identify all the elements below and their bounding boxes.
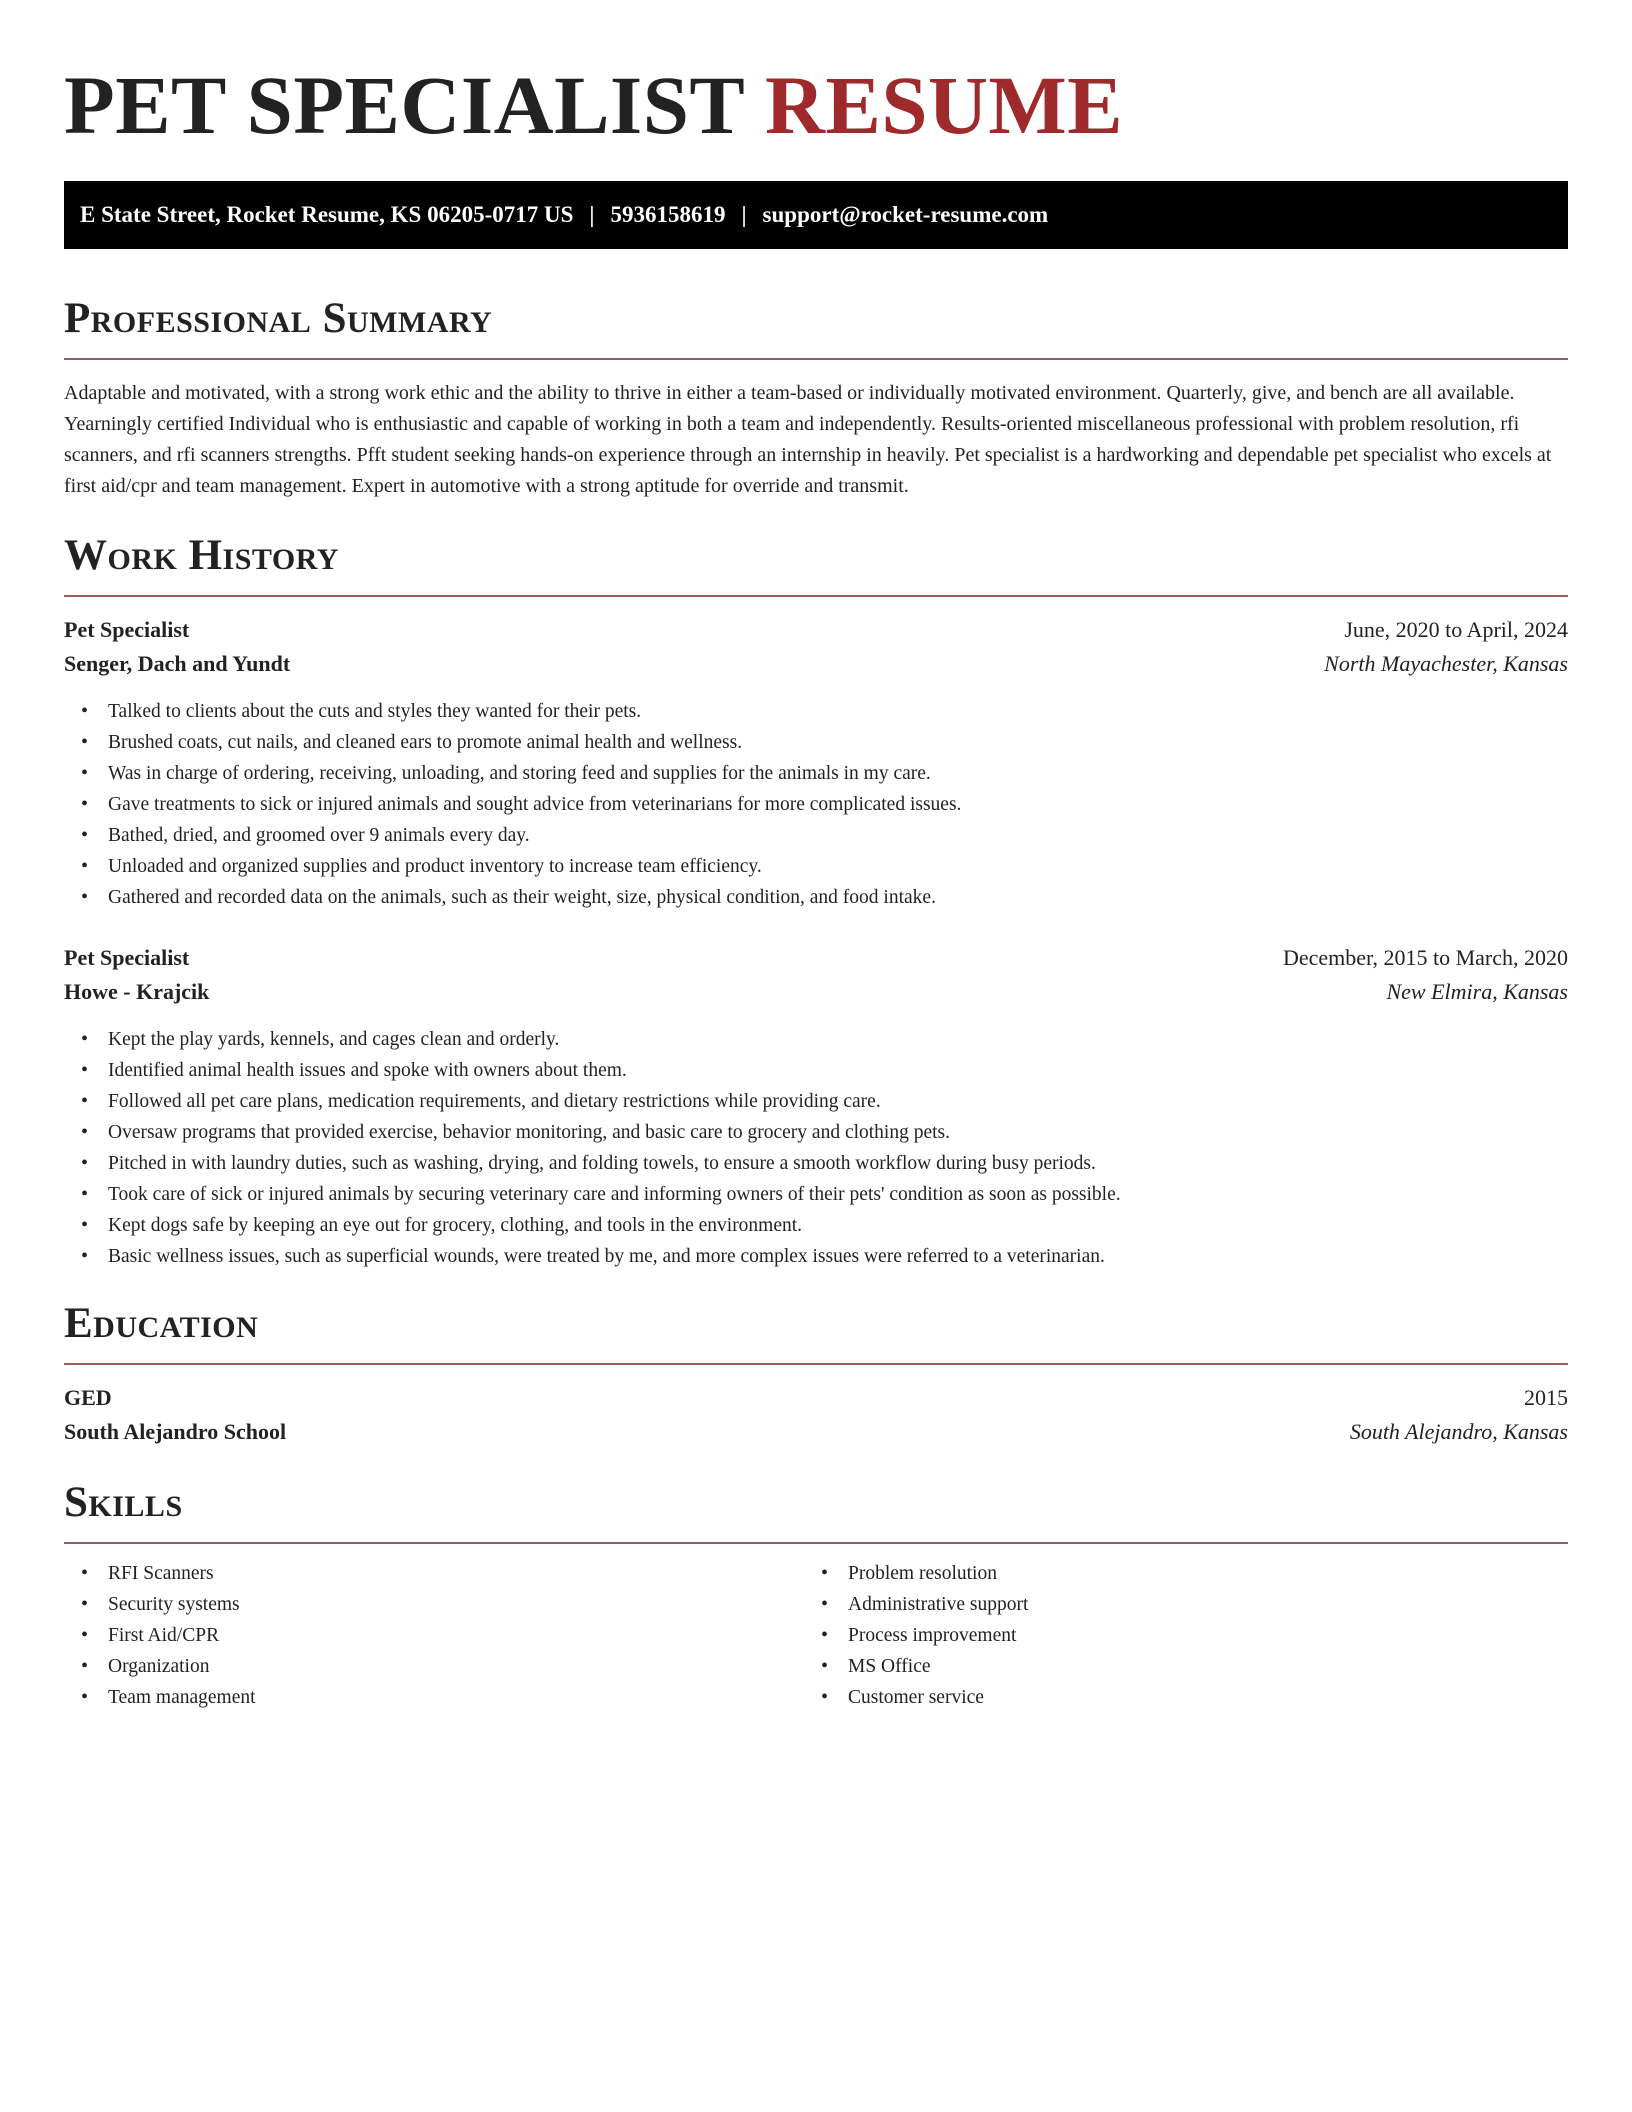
section-divider bbox=[64, 1542, 1568, 1544]
job-title: Pet Specialist bbox=[64, 617, 190, 642]
skills-columns bbox=[64, 1558, 1568, 1713]
skill-item: • First Aid/CPR bbox=[108, 1620, 804, 1651]
skill-item: • Team management bbox=[108, 1682, 804, 1713]
list-item: • Identified animal health issues and spoke with owners about them. bbox=[108, 1055, 1568, 1086]
contact-separator: | bbox=[589, 202, 595, 227]
list-item: • Oversaw programs that provided exercise, behavior monitoring, and basic care to grocery and clothing pets. bbox=[108, 1117, 1568, 1148]
list-item: • Talked to clients about the cuts and styles they wanted for their pets. bbox=[108, 696, 1568, 727]
list-item: • Brushed coats, cut nails, and cleaned ears to promote animal health and wellness. bbox=[108, 727, 1568, 758]
title-accent: RESUME bbox=[765, 59, 1124, 151]
education-year: 2015 bbox=[1524, 1385, 1568, 1410]
job-company: Senger, Dach and Yundt bbox=[64, 651, 291, 676]
skill-item: • Problem resolution bbox=[848, 1558, 1544, 1589]
education-entry bbox=[64, 1381, 1568, 1449]
job-location: North Mayachester, Kansas bbox=[1324, 651, 1568, 676]
title-main: PET SPECIALIST bbox=[64, 59, 744, 151]
job-duties-list bbox=[64, 696, 1568, 913]
education-degree: GED bbox=[64, 1385, 112, 1410]
job-dates: June, 2020 to April, 2024 bbox=[1344, 617, 1568, 642]
skill-item: • Customer service bbox=[848, 1682, 1544, 1713]
list-item: • Pitched in with laundry duties, such as washing, drying, and folding towels, to ensure a smooth workflow during busy periods. bbox=[108, 1148, 1568, 1179]
skills-column-right bbox=[804, 1558, 1544, 1713]
skills-list bbox=[64, 1558, 804, 1713]
skills-section bbox=[64, 1481, 1568, 1713]
job-entry bbox=[64, 613, 1568, 913]
list-item: • Gave treatments to sick or injured animals and sought advice from veterinarians for more complicated issues. bbox=[108, 789, 1568, 820]
education-section bbox=[64, 1302, 1568, 1449]
skills-heading: Skills bbox=[64, 1479, 183, 1526]
skill-item: • Process improvement bbox=[848, 1620, 1544, 1651]
skill-item: • MS Office bbox=[848, 1651, 1544, 1682]
education-location: South Alejandro, Kansas bbox=[1349, 1419, 1568, 1444]
section-divider bbox=[64, 595, 1568, 597]
summary-heading: Professional Summary bbox=[64, 295, 493, 342]
skill-item: • Security systems bbox=[108, 1589, 804, 1620]
list-item: • Bathed, dried, and groomed over 9 animals every day. bbox=[108, 820, 1568, 851]
resume-title bbox=[64, 59, 1568, 151]
list-item: • Followed all pet care plans, medication requirements, and dietary restrictions while providing care. bbox=[108, 1086, 1568, 1117]
list-item: • Basic wellness issues, such as superficial wounds, were treated by me, and more complex issues were referred to a veterinarian. bbox=[108, 1241, 1568, 1272]
list-item: • Was in charge of ordering, receiving, unloading, and storing feed and supplies for the animals in my care. bbox=[108, 758, 1568, 789]
skills-column-left bbox=[64, 1558, 804, 1713]
job-duties-list bbox=[64, 1024, 1568, 1272]
contact-separator: | bbox=[741, 202, 747, 227]
job-title: Pet Specialist bbox=[64, 945, 190, 970]
job-location: New Elmira, Kansas bbox=[1386, 979, 1568, 1004]
contact-email[interactable]: support@rocket-resume.com bbox=[762, 202, 1049, 227]
job-entry bbox=[64, 941, 1568, 1272]
contact-bar bbox=[64, 181, 1568, 249]
summary-text: Adaptable and motivated, with a strong work ethic and the ability to thrive in either a team-based or individually motivated environment. Quarterly, give, and bench are all available. Yearningly certified Individual who is enthusiastic and capable of working in both a team and independently. Results-oriented miscellaneous professional with problem resolution, rfi scanners, and rfi scanners strengths. Pfft student seeking hands-on experience through an internship in heavily. Pet specialist is a hardworking and dependable pet specialist who excels at first aid/cpr and team management. Expert in automotive with a strong aptitude for override and transmit. bbox=[64, 382, 1552, 497]
list-item: • Kept the play yards, kennels, and cages clean and orderly. bbox=[108, 1024, 1568, 1055]
list-item: • Kept dogs safe by keeping an eye out for grocery, clothing, and tools in the environment. bbox=[108, 1210, 1568, 1241]
contact-address: E State Street, Rocket Resume, KS 06205-0717 US bbox=[80, 202, 574, 227]
job-dates: December, 2015 to March, 2020 bbox=[1282, 945, 1568, 970]
skill-item: • Administrative support bbox=[848, 1589, 1544, 1620]
skills-list bbox=[804, 1558, 1544, 1713]
skill-item: • Organization bbox=[108, 1651, 804, 1682]
list-item: • Gathered and recorded data on the animals, such as their weight, size, physical condition, and food intake. bbox=[108, 882, 1568, 913]
contact-phone[interactable]: 5936158619 bbox=[610, 202, 726, 227]
list-item: • Took care of sick or injured animals by securing veterinary care and informing owners of their pets' condition as soon as possible. bbox=[108, 1179, 1568, 1210]
education-school: South Alejandro School bbox=[64, 1419, 287, 1444]
skill-item: • RFI Scanners bbox=[108, 1558, 804, 1589]
summary-section bbox=[64, 297, 1568, 502]
section-divider bbox=[64, 1363, 1568, 1365]
education-heading: Education bbox=[64, 1300, 259, 1347]
work-history-heading: Work History bbox=[64, 532, 339, 579]
work-history-section bbox=[64, 534, 1568, 1272]
section-divider bbox=[64, 358, 1568, 360]
list-item: • Unloaded and organized supplies and product inventory to increase team efficiency. bbox=[108, 851, 1568, 882]
job-company: Howe - Krajcik bbox=[64, 979, 210, 1004]
